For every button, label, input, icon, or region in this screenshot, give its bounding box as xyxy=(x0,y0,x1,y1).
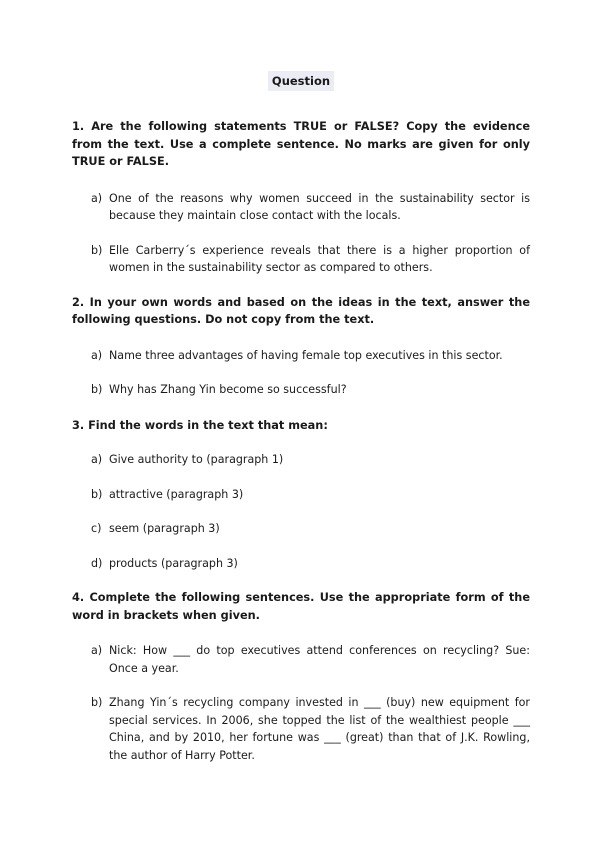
list-item xyxy=(72,555,530,573)
page-title: Question xyxy=(268,71,334,91)
item-text: Nick: How ___ do top executives attend conferences on recycling? Sue: Once a year. xyxy=(109,644,530,675)
item-marker: d) xyxy=(91,556,103,570)
item-marker: b) xyxy=(91,383,103,396)
question-4-title: 4. Complete the following sentences. Use the appropriate form of the word in brackets when given. xyxy=(72,591,530,622)
list-item xyxy=(72,520,530,538)
item-text: One of the reasons why women succeed in the sustainability sector is because they maintain close contact with the locals. xyxy=(109,191,530,222)
item-marker: a) xyxy=(91,644,103,657)
item-text: Give authority to (paragraph 1) xyxy=(109,453,284,466)
question-2 xyxy=(72,294,530,399)
question-2-title: 2. In your own words and based on the ideas in the text, answer the following questions. Do not copy from the text. xyxy=(72,295,530,326)
item-text: Zhang Yin´s recycling company invested in ___ (buy) new equipment for special services. In 2006, she topped the list of the wealthiest people ___ China, and by 2010, her fortune was ___ (great) than that of J.K. Rowling, the author of Harry Potter. xyxy=(109,696,530,762)
question-1-title: 1. Are the following statements TRUE or FALSE? Copy the evidence from the text. Use a complete sentence. No marks are given for only TRUE or FALSE. xyxy=(72,120,530,168)
question-3-title: 3. Find the words in the text that mean: xyxy=(72,418,328,432)
question-1 xyxy=(72,118,530,277)
heading-wrapper xyxy=(72,70,530,91)
item-text: products (paragraph 3) xyxy=(109,556,238,570)
question-2-items xyxy=(72,347,530,399)
item-marker: a) xyxy=(91,191,103,205)
item-marker: a) xyxy=(91,348,103,362)
item-text: Why has Zhang Yin become so successful? xyxy=(109,383,347,396)
list-item xyxy=(72,347,530,365)
item-text: Name three advantages of having female top executives in this sector. xyxy=(109,348,503,362)
question-4-items xyxy=(72,642,530,764)
item-marker: b) xyxy=(91,696,103,709)
item-marker: b) xyxy=(91,243,103,257)
item-text: attractive (paragraph 3) xyxy=(109,487,244,501)
item-marker: c) xyxy=(91,522,102,535)
item-text: seem (paragraph 3) xyxy=(109,522,220,535)
item-marker: a) xyxy=(91,453,103,466)
question-1-items xyxy=(72,190,530,277)
list-item xyxy=(72,486,530,504)
question-4 xyxy=(72,589,530,764)
worksheet-page xyxy=(72,70,530,764)
list-item xyxy=(72,451,530,469)
question-3 xyxy=(72,417,530,573)
item-text: Elle Carberry´s experience reveals that there is a higher proportion of women in the sustainability sector as compared to others. xyxy=(109,243,530,274)
list-item xyxy=(72,642,530,677)
list-item xyxy=(72,381,530,399)
list-item xyxy=(72,190,530,225)
question-3-items xyxy=(72,451,530,572)
list-item xyxy=(72,694,530,764)
item-marker: b) xyxy=(91,487,103,501)
list-item xyxy=(72,242,530,277)
